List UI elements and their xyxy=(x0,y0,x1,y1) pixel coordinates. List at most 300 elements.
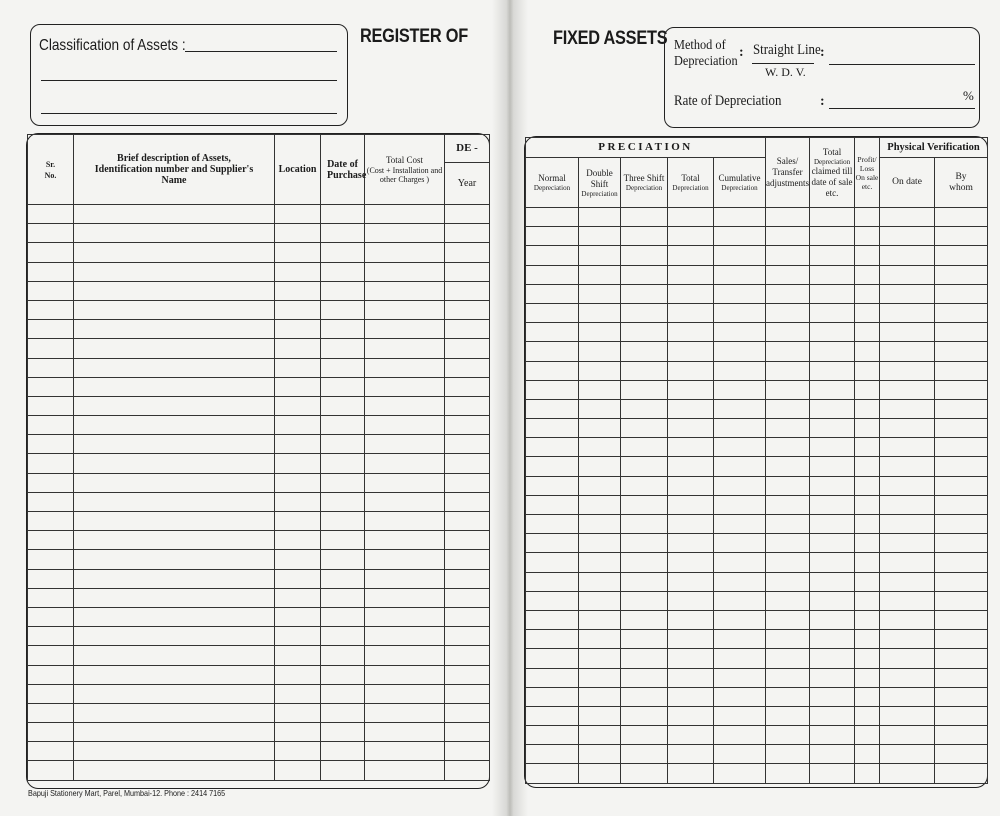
table-cell[interactable] xyxy=(668,457,714,476)
table-cell[interactable] xyxy=(714,265,766,284)
table-cell[interactable] xyxy=(526,476,579,495)
table-cell[interactable] xyxy=(526,495,579,514)
table-cell[interactable] xyxy=(321,703,365,722)
method-wdv[interactable]: W. D. V. xyxy=(765,65,806,79)
table-cell[interactable] xyxy=(579,630,621,649)
table-cell[interactable] xyxy=(855,764,880,783)
table-cell[interactable] xyxy=(855,630,880,649)
table-cell[interactable] xyxy=(810,323,855,342)
table-cell[interactable] xyxy=(275,646,321,665)
table-cell[interactable] xyxy=(621,380,668,399)
table-cell[interactable] xyxy=(321,416,365,435)
table-cell[interactable] xyxy=(668,591,714,610)
table-cell[interactable] xyxy=(668,323,714,342)
table-cell[interactable] xyxy=(74,473,275,492)
table-cell[interactable] xyxy=(935,553,988,572)
table-cell[interactable] xyxy=(445,473,490,492)
table-cell[interactable] xyxy=(935,668,988,687)
table-cell[interactable] xyxy=(766,706,810,725)
table-cell[interactable] xyxy=(714,419,766,438)
table-cell[interactable] xyxy=(621,515,668,534)
table-cell[interactable] xyxy=(621,745,668,764)
table-cell[interactable] xyxy=(935,399,988,418)
table-cell[interactable] xyxy=(445,569,490,588)
table-cell[interactable] xyxy=(445,703,490,722)
table-cell[interactable] xyxy=(766,380,810,399)
table-cell[interactable] xyxy=(365,588,445,607)
table-cell[interactable] xyxy=(880,764,935,783)
table-cell[interactable] xyxy=(855,495,880,514)
table-cell[interactable] xyxy=(28,224,74,243)
table-cell[interactable] xyxy=(855,457,880,476)
table-cell[interactable] xyxy=(365,396,445,415)
table-cell[interactable] xyxy=(766,284,810,303)
table-cell[interactable] xyxy=(445,607,490,626)
table-cell[interactable] xyxy=(621,591,668,610)
table-cell[interactable] xyxy=(321,723,365,742)
table-cell[interactable] xyxy=(766,399,810,418)
table-cell[interactable] xyxy=(880,745,935,764)
table-cell[interactable] xyxy=(810,668,855,687)
table-cell[interactable] xyxy=(526,323,579,342)
table-cell[interactable] xyxy=(880,726,935,745)
table-cell[interactable] xyxy=(74,358,275,377)
table-cell[interactable] xyxy=(766,649,810,668)
table-cell[interactable] xyxy=(855,572,880,591)
table-cell[interactable] xyxy=(526,284,579,303)
table-cell[interactable] xyxy=(28,492,74,511)
table-cell[interactable] xyxy=(74,761,275,780)
table-cell[interactable] xyxy=(621,303,668,322)
table-cell[interactable] xyxy=(445,742,490,761)
table-cell[interactable] xyxy=(880,265,935,284)
table-cell[interactable] xyxy=(766,323,810,342)
table-cell[interactable] xyxy=(766,515,810,534)
table-cell[interactable] xyxy=(365,473,445,492)
table-cell[interactable] xyxy=(526,380,579,399)
table-cell[interactable] xyxy=(275,588,321,607)
table-cell[interactable] xyxy=(321,512,365,531)
table-cell[interactable] xyxy=(28,262,74,281)
table-cell[interactable] xyxy=(714,668,766,687)
table-cell[interactable] xyxy=(526,610,579,629)
table-cell[interactable] xyxy=(766,457,810,476)
table-cell[interactable] xyxy=(810,361,855,380)
table-cell[interactable] xyxy=(445,646,490,665)
table-cell[interactable] xyxy=(579,265,621,284)
table-cell[interactable] xyxy=(810,630,855,649)
table-cell[interactable] xyxy=(579,208,621,227)
table-cell[interactable] xyxy=(880,553,935,572)
table-cell[interactable] xyxy=(365,224,445,243)
table-cell[interactable] xyxy=(766,591,810,610)
table-cell[interactable] xyxy=(275,416,321,435)
table-cell[interactable] xyxy=(28,358,74,377)
table-cell[interactable] xyxy=(621,649,668,668)
table-cell[interactable] xyxy=(365,607,445,626)
table-cell[interactable] xyxy=(880,361,935,380)
table-cell[interactable] xyxy=(74,224,275,243)
table-cell[interactable] xyxy=(766,745,810,764)
table-cell[interactable] xyxy=(526,649,579,668)
table-cell[interactable] xyxy=(855,342,880,361)
table-cell[interactable] xyxy=(526,534,579,553)
table-cell[interactable] xyxy=(766,208,810,227)
table-cell[interactable] xyxy=(445,454,490,473)
table-cell[interactable] xyxy=(28,243,74,262)
table-cell[interactable] xyxy=(714,687,766,706)
table-cell[interactable] xyxy=(365,300,445,319)
table-cell[interactable] xyxy=(714,726,766,745)
table-cell[interactable] xyxy=(74,205,275,224)
table-cell[interactable] xyxy=(365,684,445,703)
table-cell[interactable] xyxy=(855,208,880,227)
table-cell[interactable] xyxy=(365,205,445,224)
table-cell[interactable] xyxy=(74,550,275,569)
table-cell[interactable] xyxy=(668,227,714,246)
table-cell[interactable] xyxy=(855,649,880,668)
table-cell[interactable] xyxy=(74,281,275,300)
table-cell[interactable] xyxy=(880,687,935,706)
table-cell[interactable] xyxy=(579,323,621,342)
classification-line-1[interactable] xyxy=(185,51,337,52)
table-cell[interactable] xyxy=(880,668,935,687)
table-cell[interactable] xyxy=(526,361,579,380)
table-cell[interactable] xyxy=(621,457,668,476)
table-cell[interactable] xyxy=(526,227,579,246)
table-cell[interactable] xyxy=(445,281,490,300)
table-cell[interactable] xyxy=(28,703,74,722)
table-cell[interactable] xyxy=(855,399,880,418)
table-cell[interactable] xyxy=(445,435,490,454)
table-cell[interactable] xyxy=(365,377,445,396)
table-cell[interactable] xyxy=(766,246,810,265)
table-cell[interactable] xyxy=(275,377,321,396)
table-cell[interactable] xyxy=(275,703,321,722)
method-straight-line[interactable]: Straight Line xyxy=(753,42,821,58)
table-cell[interactable] xyxy=(855,227,880,246)
table-cell[interactable] xyxy=(668,534,714,553)
table-cell[interactable] xyxy=(714,303,766,322)
table-cell[interactable] xyxy=(365,569,445,588)
table-cell[interactable] xyxy=(855,476,880,495)
table-cell[interactable] xyxy=(714,246,766,265)
table-cell[interactable] xyxy=(321,377,365,396)
table-cell[interactable] xyxy=(321,646,365,665)
table-cell[interactable] xyxy=(855,246,880,265)
table-cell[interactable] xyxy=(621,438,668,457)
table-cell[interactable] xyxy=(579,591,621,610)
table-cell[interactable] xyxy=(74,396,275,415)
table-cell[interactable] xyxy=(714,361,766,380)
table-cell[interactable] xyxy=(935,764,988,783)
classification-line-3[interactable] xyxy=(41,113,337,114)
table-cell[interactable] xyxy=(766,553,810,572)
table-cell[interactable] xyxy=(74,627,275,646)
table-cell[interactable] xyxy=(321,281,365,300)
table-cell[interactable] xyxy=(810,208,855,227)
table-cell[interactable] xyxy=(365,339,445,358)
table-cell[interactable] xyxy=(766,419,810,438)
table-cell[interactable] xyxy=(365,550,445,569)
table-cell[interactable] xyxy=(445,320,490,339)
table-cell[interactable] xyxy=(321,665,365,684)
table-cell[interactable] xyxy=(855,706,880,725)
table-cell[interactable] xyxy=(766,303,810,322)
table-cell[interactable] xyxy=(766,476,810,495)
table-cell[interactable] xyxy=(810,687,855,706)
table-cell[interactable] xyxy=(28,569,74,588)
table-cell[interactable] xyxy=(810,380,855,399)
table-cell[interactable] xyxy=(579,227,621,246)
table-cell[interactable] xyxy=(445,339,490,358)
table-cell[interactable] xyxy=(321,300,365,319)
table-cell[interactable] xyxy=(28,761,74,780)
table-cell[interactable] xyxy=(810,572,855,591)
table-cell[interactable] xyxy=(668,649,714,668)
table-cell[interactable] xyxy=(321,320,365,339)
table-cell[interactable] xyxy=(275,454,321,473)
table-cell[interactable] xyxy=(935,610,988,629)
table-cell[interactable] xyxy=(935,630,988,649)
table-cell[interactable] xyxy=(668,380,714,399)
table-cell[interactable] xyxy=(74,320,275,339)
table-cell[interactable] xyxy=(810,745,855,764)
table-cell[interactable] xyxy=(714,591,766,610)
table-cell[interactable] xyxy=(935,323,988,342)
table-cell[interactable] xyxy=(28,205,74,224)
table-cell[interactable] xyxy=(621,610,668,629)
table-cell[interactable] xyxy=(579,764,621,783)
table-cell[interactable] xyxy=(668,438,714,457)
table-cell[interactable] xyxy=(365,531,445,550)
table-cell[interactable] xyxy=(935,706,988,725)
table-cell[interactable] xyxy=(766,668,810,687)
table-cell[interactable] xyxy=(810,476,855,495)
table-cell[interactable] xyxy=(321,531,365,550)
table-cell[interactable] xyxy=(714,457,766,476)
table-cell[interactable] xyxy=(445,205,490,224)
table-cell[interactable] xyxy=(365,627,445,646)
table-cell[interactable] xyxy=(28,665,74,684)
table-cell[interactable] xyxy=(714,649,766,668)
table-cell[interactable] xyxy=(445,377,490,396)
table-cell[interactable] xyxy=(810,438,855,457)
table-cell[interactable] xyxy=(445,550,490,569)
table-cell[interactable] xyxy=(579,726,621,745)
table-cell[interactable] xyxy=(275,243,321,262)
table-cell[interactable] xyxy=(365,358,445,377)
table-cell[interactable] xyxy=(880,457,935,476)
table-cell[interactable] xyxy=(935,476,988,495)
table-cell[interactable] xyxy=(714,342,766,361)
table-cell[interactable] xyxy=(880,630,935,649)
table-cell[interactable] xyxy=(935,649,988,668)
table-cell[interactable] xyxy=(74,262,275,281)
table-cell[interactable] xyxy=(714,438,766,457)
table-cell[interactable] xyxy=(935,438,988,457)
table-cell[interactable] xyxy=(714,706,766,725)
table-cell[interactable] xyxy=(668,572,714,591)
table-cell[interactable] xyxy=(28,300,74,319)
table-cell[interactable] xyxy=(275,358,321,377)
table-cell[interactable] xyxy=(74,665,275,684)
table-cell[interactable] xyxy=(766,361,810,380)
table-cell[interactable] xyxy=(74,435,275,454)
table-cell[interactable] xyxy=(880,572,935,591)
table-cell[interactable] xyxy=(668,399,714,418)
table-cell[interactable] xyxy=(365,723,445,742)
table-cell[interactable] xyxy=(668,495,714,514)
table-cell[interactable] xyxy=(935,361,988,380)
table-cell[interactable] xyxy=(935,208,988,227)
table-cell[interactable] xyxy=(880,303,935,322)
table-cell[interactable] xyxy=(935,284,988,303)
table-cell[interactable] xyxy=(810,227,855,246)
table-cell[interactable] xyxy=(668,208,714,227)
table-cell[interactable] xyxy=(275,723,321,742)
table-cell[interactable] xyxy=(28,627,74,646)
table-cell[interactable] xyxy=(445,300,490,319)
table-cell[interactable] xyxy=(880,380,935,399)
table-cell[interactable] xyxy=(935,265,988,284)
table-cell[interactable] xyxy=(74,339,275,358)
table-cell[interactable] xyxy=(935,227,988,246)
table-cell[interactable] xyxy=(74,377,275,396)
table-cell[interactable] xyxy=(526,572,579,591)
table-cell[interactable] xyxy=(714,764,766,783)
table-cell[interactable] xyxy=(365,281,445,300)
table-cell[interactable] xyxy=(321,435,365,454)
table-cell[interactable] xyxy=(855,610,880,629)
table-cell[interactable] xyxy=(579,534,621,553)
table-cell[interactable] xyxy=(275,512,321,531)
table-cell[interactable] xyxy=(935,380,988,399)
table-cell[interactable] xyxy=(855,745,880,764)
table-cell[interactable] xyxy=(28,435,74,454)
table-cell[interactable] xyxy=(621,630,668,649)
table-cell[interactable] xyxy=(74,703,275,722)
table-cell[interactable] xyxy=(445,665,490,684)
table-cell[interactable] xyxy=(526,726,579,745)
table-cell[interactable] xyxy=(714,515,766,534)
table-cell[interactable] xyxy=(714,495,766,514)
table-cell[interactable] xyxy=(445,224,490,243)
table-cell[interactable] xyxy=(880,342,935,361)
table-cell[interactable] xyxy=(766,534,810,553)
table-cell[interactable] xyxy=(275,492,321,511)
table-cell[interactable] xyxy=(275,665,321,684)
table-cell[interactable] xyxy=(668,706,714,725)
table-cell[interactable] xyxy=(855,534,880,553)
table-cell[interactable] xyxy=(275,262,321,281)
table-cell[interactable] xyxy=(526,342,579,361)
table-cell[interactable] xyxy=(28,396,74,415)
table-cell[interactable] xyxy=(766,342,810,361)
table-cell[interactable] xyxy=(579,399,621,418)
table-cell[interactable] xyxy=(766,610,810,629)
table-cell[interactable] xyxy=(621,265,668,284)
table-cell[interactable] xyxy=(275,627,321,646)
table-cell[interactable] xyxy=(855,380,880,399)
table-cell[interactable] xyxy=(28,377,74,396)
table-cell[interactable] xyxy=(365,320,445,339)
table-cell[interactable] xyxy=(579,649,621,668)
table-cell[interactable] xyxy=(28,454,74,473)
table-cell[interactable] xyxy=(766,726,810,745)
table-cell[interactable] xyxy=(766,495,810,514)
table-cell[interactable] xyxy=(275,205,321,224)
table-cell[interactable] xyxy=(445,396,490,415)
table-cell[interactable] xyxy=(74,492,275,511)
table-cell[interactable] xyxy=(810,246,855,265)
table-cell[interactable] xyxy=(810,726,855,745)
table-cell[interactable] xyxy=(445,512,490,531)
table-cell[interactable] xyxy=(365,262,445,281)
table-cell[interactable] xyxy=(880,284,935,303)
table-cell[interactable] xyxy=(855,323,880,342)
table-cell[interactable] xyxy=(621,399,668,418)
table-cell[interactable] xyxy=(766,630,810,649)
table-cell[interactable] xyxy=(28,320,74,339)
table-cell[interactable] xyxy=(621,476,668,495)
table-cell[interactable] xyxy=(810,342,855,361)
table-cell[interactable] xyxy=(714,208,766,227)
table-cell[interactable] xyxy=(621,323,668,342)
table-cell[interactable] xyxy=(579,303,621,322)
table-cell[interactable] xyxy=(855,687,880,706)
table-cell[interactable] xyxy=(855,265,880,284)
table-cell[interactable] xyxy=(321,607,365,626)
table-cell[interactable] xyxy=(880,438,935,457)
table-cell[interactable] xyxy=(526,457,579,476)
table-cell[interactable] xyxy=(526,668,579,687)
table-cell[interactable] xyxy=(28,742,74,761)
table-cell[interactable] xyxy=(810,303,855,322)
table-cell[interactable] xyxy=(810,265,855,284)
table-cell[interactable] xyxy=(28,550,74,569)
table-cell[interactable] xyxy=(74,569,275,588)
table-cell[interactable] xyxy=(28,723,74,742)
table-cell[interactable] xyxy=(321,205,365,224)
rate-fill-line[interactable] xyxy=(829,108,975,109)
table-cell[interactable] xyxy=(668,630,714,649)
table-cell[interactable] xyxy=(935,515,988,534)
table-cell[interactable] xyxy=(321,550,365,569)
table-cell[interactable] xyxy=(621,764,668,783)
table-cell[interactable] xyxy=(28,531,74,550)
table-cell[interactable] xyxy=(321,243,365,262)
table-cell[interactable] xyxy=(621,706,668,725)
table-cell[interactable] xyxy=(880,610,935,629)
table-cell[interactable] xyxy=(621,361,668,380)
table-cell[interactable] xyxy=(668,553,714,572)
table-cell[interactable] xyxy=(321,224,365,243)
table-cell[interactable] xyxy=(880,706,935,725)
table-cell[interactable] xyxy=(855,668,880,687)
table-cell[interactable] xyxy=(668,246,714,265)
table-cell[interactable] xyxy=(621,227,668,246)
table-cell[interactable] xyxy=(855,515,880,534)
table-cell[interactable] xyxy=(526,706,579,725)
table-cell[interactable] xyxy=(810,591,855,610)
table-cell[interactable] xyxy=(714,227,766,246)
table-cell[interactable] xyxy=(621,534,668,553)
table-cell[interactable] xyxy=(365,742,445,761)
table-cell[interactable] xyxy=(365,665,445,684)
table-cell[interactable] xyxy=(321,396,365,415)
table-cell[interactable] xyxy=(668,515,714,534)
